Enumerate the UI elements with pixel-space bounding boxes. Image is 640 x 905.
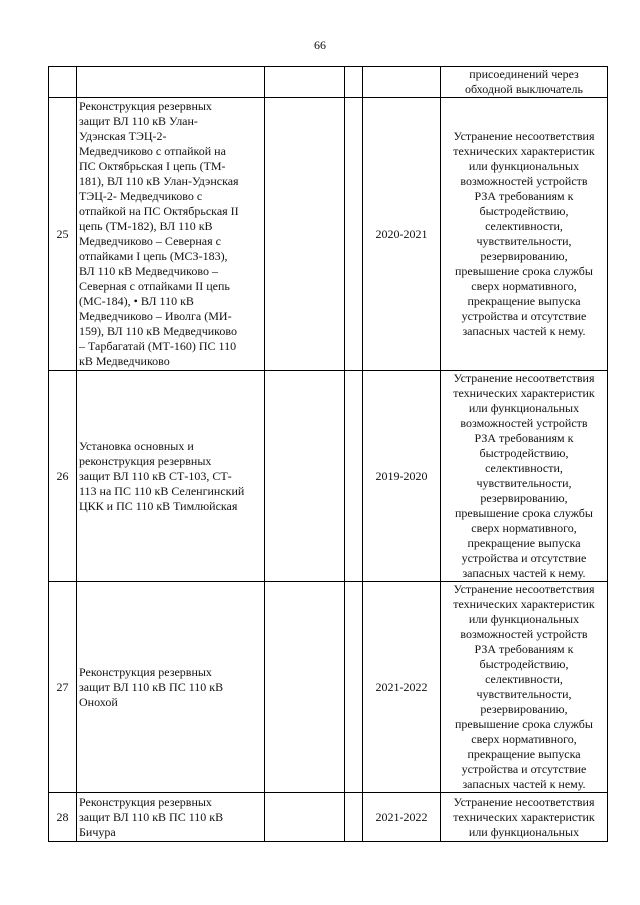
row-number-cell: 28 [49, 793, 77, 842]
empty-cell [345, 582, 363, 793]
empty-cell [265, 582, 345, 793]
project-table [48, 66, 608, 842]
row-number-cell: 27 [49, 582, 77, 793]
period-cell [363, 67, 441, 98]
table-row [49, 793, 608, 842]
empty-cell [265, 793, 345, 842]
reason-cell: Устранение несоответствия технических характеристик или функциональных возможностей устройств РЗА требованиям к быстродействию, селективности, чувствительности, резервированию, превышение срока службы сверх нормативного, прекращение выпуска устройства и отсутствие запасных частей к нему. [441, 582, 608, 793]
empty-cell [265, 67, 345, 98]
empty-cell [265, 371, 345, 582]
table-row [49, 67, 608, 98]
reason-cell: Устранение несоответствия технических характеристик или функциональных возможностей устройств РЗА требованиям к быстродействию, селективности, чувствительности, резервированию, превышение срока службы сверх нормативного, прекращение выпуска устройства и отсутствие запасных частей к нему. [441, 371, 608, 582]
project-name-cell: Реконструкция резервных защит ВЛ 110 кВ Улан- Удэнская ТЭЦ-2- Медведчиково с отпайкой на ПС Октябрьская I цепь (ТМ- 181), ВЛ 110 кВ Улан-Удэнская ТЭЦ-2- Медведчиково с отпайкой на ПС Октябрьская II цепь (ТМ-182), ВЛ 110 кВ Медведчиково – Северная с отпайками I цепь (МСЗ-183), ВЛ 110 кВ Медведчиково – Северная с отпайками II цепь (МС-184), • ВЛ 110 кВ Медведчиково – Иволга (МИ- 159), ВЛ 110 кВ Медведчиково – Тарбагатай (МТ-160) ПС 110 кВ Медведчиково [77, 98, 265, 371]
reason-cell: присоединений через обходной выключатель [441, 67, 608, 98]
empty-cell [345, 793, 363, 842]
period-cell: 2021-2022 [363, 793, 441, 842]
reason-cell: Устранение несоответствия технических характеристик или функциональных [441, 793, 608, 842]
empty-cell [265, 98, 345, 371]
page-number: 66 [314, 38, 326, 52]
table-row [49, 98, 608, 371]
project-name-cell: Установка основных и реконструкция резервных защит ВЛ 110 кВ СТ-103, СТ- 113 на ПС 110 кВ Селенгинский ЦКК и ПС 110 кВ Тимлюйская [77, 371, 265, 582]
project-name-cell [77, 67, 265, 98]
empty-cell [345, 67, 363, 98]
row-number-cell: 26 [49, 371, 77, 582]
reason-cell: Устранение несоответствия технических характеристик или функциональных возможностей устройств РЗА требованиям к быстродействию, селективности, чувствительности, резервированию, превышение срока службы сверх нормативного, прекращение выпуска устройства и отсутствие запасных частей к нему. [441, 98, 608, 371]
table-row [49, 371, 608, 582]
empty-cell [345, 98, 363, 371]
row-number-cell: 25 [49, 98, 77, 371]
row-number-cell [49, 67, 77, 98]
period-cell: 2019-2020 [363, 371, 441, 582]
table-row [49, 582, 608, 793]
empty-cell [345, 371, 363, 582]
period-cell: 2021-2022 [363, 582, 441, 793]
project-name-cell: Реконструкция резервных защит ВЛ 110 кВ ПС 110 кВ Онохой [77, 582, 265, 793]
period-cell: 2020-2021 [363, 98, 441, 371]
project-name-cell: Реконструкция резервных защит ВЛ 110 кВ ПС 110 кВ Бичура [77, 793, 265, 842]
